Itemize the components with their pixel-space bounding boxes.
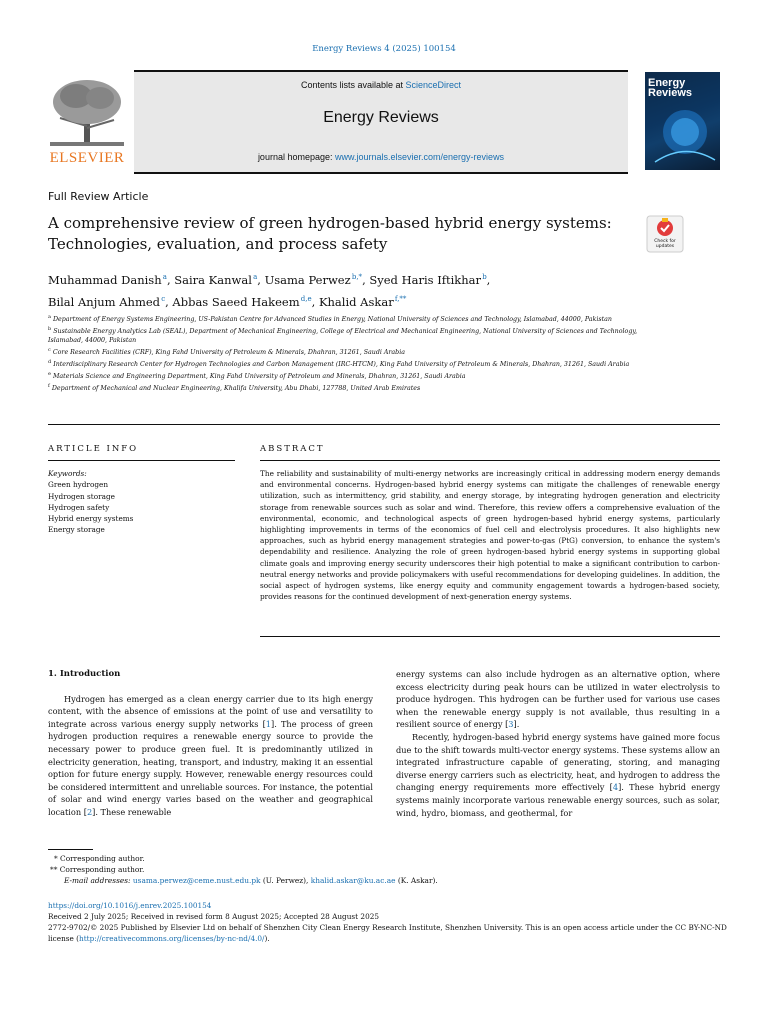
citation-link[interactable]: 3: [508, 719, 514, 730]
footnote: * Corresponding author.: [54, 854, 145, 863]
author-name[interactable]: Khalid Askar: [318, 294, 394, 309]
publication-info: [48, 900, 728, 944]
keyword: Hybrid energy systems: [48, 514, 134, 524]
section-heading: 1. Introduction: [48, 669, 121, 679]
footnotes: [48, 853, 728, 886]
article-info-heading: ARTICLE INFO: [48, 444, 139, 454]
affiliation-item: $^d$ Interdisciplinary Research Center for Hydrogen Technologies and Carbon Management (IRC-HTCM), King Fahd University of Petroleum & Minerals, Dhahran, 31261, Saudi Arabia: [48, 358, 630, 368]
divider: [48, 424, 720, 425]
body-column-left: [48, 668, 373, 819]
author-name[interactable]: Usama Perwez: [264, 272, 351, 287]
homepage-line: [134, 152, 628, 162]
divider: [260, 636, 720, 637]
keyword: Hydrogen safety: [48, 502, 110, 512]
keywords: [48, 468, 133, 536]
author-name[interactable]: Muhammad Danish: [48, 272, 162, 287]
affiliation-item: $^e$ Materials Science and Engineering Department, King Fahd University of Petroleum and Minerals, Dhahran, 31261, Saudi Arabia: [48, 370, 466, 380]
received-dates: Received 2 July 2025; Received in revised form 8 August 2025; Accepted 28 August 2025: [48, 912, 379, 921]
citation-link[interactable]: 4: [612, 782, 619, 793]
journal-cover-icon[interactable]: [645, 72, 720, 170]
author-list: Muhammad Danish $^a$, Saira Kanwal $^a$, Usama Perwez $^{b,*}$, Syed Haris Iftikhar $^b$, Bilal Anjum Ahmed $^c$, Abbas Saeed Hakeem $^{d,e}$, Khalid Askar $^{f,**}$: [48, 272, 491, 309]
affiliations: [48, 313, 638, 394]
abstract-heading: ABSTRACT: [260, 444, 325, 454]
author-sup[interactable]: f,**: [394, 294, 407, 303]
author-name[interactable]: Abbas Saeed Hakeem: [172, 294, 300, 309]
affiliation-item: $^a$ Department of Energy Systems Engineering, US-Pakistan Centre for Advanced Studies in Energy, National University of Sciences and Technology, Islamabad, 44000, Pakistan: [48, 314, 612, 324]
affiliation-item: $^c$ Core Research Facilities (CRF), King Fahd University of Petroleum & Minerals, Dhahran, 31261, Saudi Arabia: [48, 346, 405, 356]
author-name[interactable]: Saira Kanwal: [174, 272, 252, 287]
author-name[interactable]: Syed Haris Iftikhar: [369, 272, 482, 287]
check-updates-label: Check for updates: [654, 239, 676, 249]
author-sup[interactable]: a: [162, 273, 167, 281]
divider: [260, 460, 720, 461]
footnote-divider: [48, 849, 93, 850]
affiliation-item: $^b$ Sustainable Energy Analytics Lab (SEAL), Department of Mechanical Engineering, College of Electrical and Mechanical Engineering, National University of Sciences and Technology, Islamabad, 44000, Pakistan: [48, 326, 638, 344]
sciencedirect-link[interactable]: ScienceDirect: [405, 80, 462, 90]
author-sup[interactable]: a: [253, 273, 258, 281]
author-sup[interactable]: c: [161, 294, 166, 303]
citation-link[interactable]: 2: [86, 806, 93, 817]
footnote: ** Corresponding author.: [50, 865, 145, 874]
keyword: Green hydrogen: [48, 480, 109, 490]
keywords-label: Keywords:: [48, 469, 87, 478]
author-sup[interactable]: b: [482, 273, 487, 281]
author-sup[interactable]: d,e: [300, 294, 312, 303]
paragraph: energy systems can also include hydrogen as an alternative option, where excess electricity during peak hours can be utilized in water electrolysis to produce hydrogen. This hydrogen can be further used for various use cases when the renewable energy supply is not available, thus resulting in a resilient source of energy [3].: [396, 669, 720, 730]
keyword: Hydrogen storage: [48, 491, 115, 501]
copyright: 2772-9702/© 2025 Published by Elsevier Ltd on behalf of Shenzhen City Clean Energy Research Institute, Shenzhen University. This is an open access article under the CC BY-NC-ND license (http://creativecommons.org/licenses/by-nc-nd/4.0/).: [48, 923, 727, 943]
body-column-right: [396, 668, 720, 819]
paragraph: Hydrogen has emerged as a clean energy carrier due to its high energy content, with the absence of emissions at the point of use and versatility to integrate across various energy supply networks [1]. The process of green hydrogen production requires a renewable energy source to provide the necessary power to produce green fuel. It is predominantly utilized in electricity generation, heating, transport, and industry, making it an essential option for future energy supply. However, renewable energy resources could be considered intermittent and unreliable sources. For instance, the potential of solar and wind energy varies based on the weather and geographical location [2]. These renewable: [48, 693, 373, 817]
check-for-updates-button[interactable]: [646, 215, 684, 253]
footnote-emails: E-mail addresses: usama.perwez@ceme.nust.edu.pk (U. Perwez), khalid.askar@ku.ac.ae (K. Askar).: [64, 876, 438, 885]
license-link[interactable]: http://creativecommons.org/licenses/by-nc-nd/4.0/: [79, 934, 265, 943]
author-sup[interactable]: b,*: [351, 273, 363, 281]
running-head[interactable]: Energy Reviews 4 (2025) 100154: [312, 44, 456, 54]
homepage-link[interactable]: www.journals.elsevier.com/energy-reviews: [335, 152, 505, 162]
article-type: Full Review Article: [48, 190, 149, 203]
email-link[interactable]: khalid.askar@ku.ac.ae: [310, 876, 396, 885]
homepage-prefix: journal homepage:: [257, 152, 335, 162]
contents-prefix: Contents lists available at: [300, 80, 406, 90]
doi-link[interactable]: https://doi.org/10.1016/j.enrev.2025.100154: [48, 901, 212, 910]
journal-name: Energy Reviews: [323, 109, 439, 126]
paragraph: Recently, hydrogen-based hybrid energy systems have gained more focus due to the shift towards multi-vector energy systems. These systems allow an integrated infrastructure capable of generating, storing, and managing diverse energy carriers such as electricity, heat, and hydrogen to address the changing energy requirements more effectively [4]. These hybrid energy systems mainly incorporate various renewable energy sources, such as solar, wind, hydro, biomass, and geothermal, for: [396, 731, 720, 818]
cover-title: Energy Reviews: [648, 77, 693, 99]
citation-link[interactable]: 1: [265, 718, 272, 729]
publisher-logo-text: ELSEVIER: [49, 150, 125, 166]
author-name[interactable]: Bilal Anjum Ahmed: [48, 294, 161, 309]
divider: [48, 460, 235, 461]
keyword: Energy storage: [48, 525, 105, 535]
email-link[interactable]: usama.perwez@ceme.nust.edu.pk: [132, 876, 261, 885]
contents-line: [134, 80, 628, 90]
article-title: A comprehensive review of green hydrogen-based hybrid energy systems: Technologies, evaluation, and process safety: [48, 214, 612, 253]
affiliation-item: $^f$ Department of Mechanical and Nuclear Engineering, Khalifa University, Abu Dhabi, 127788, United Arab Emirates: [48, 382, 421, 392]
abstract-text: The reliability and sustainability of multi-energy networks are increasingly critical in addressing modern energy demands and environmental concerns. Hydrogen-based hybrid energy systems can mitigate the challenges of renewable energy utilization, such as intermittency, grid stability, and energy storage, by integrating hydrogen generation and electricity storage from renewable sources such as solar and wind. Therefore, this review offers a comprehensive evaluation of the environmental, economic, and technological aspects of green hydrogen-based hybrid energy systems, particularly highlighting improvements in terms of the economics of fuel cell and electrolysis procedures. It also highlights new approaches, such as hybrid energy management strategies and power-to-gas (PtG) conversion, to enhance the system's dependability and resilience. Analyzing the role of green hydrogen-based hybrid energy systems in supporting global climate goals and improving energy security underscores their high potential to make a significant contribution to carbon-neutral energy networks and provide policymakers with useful recommendations for developing guidelines. In addition, the social aspect of hydrogen systems, like energy equity and community engagement towards a hydrogen-based society, provides reasons for the continued development of next-generation energy systems.: [260, 469, 720, 602]
